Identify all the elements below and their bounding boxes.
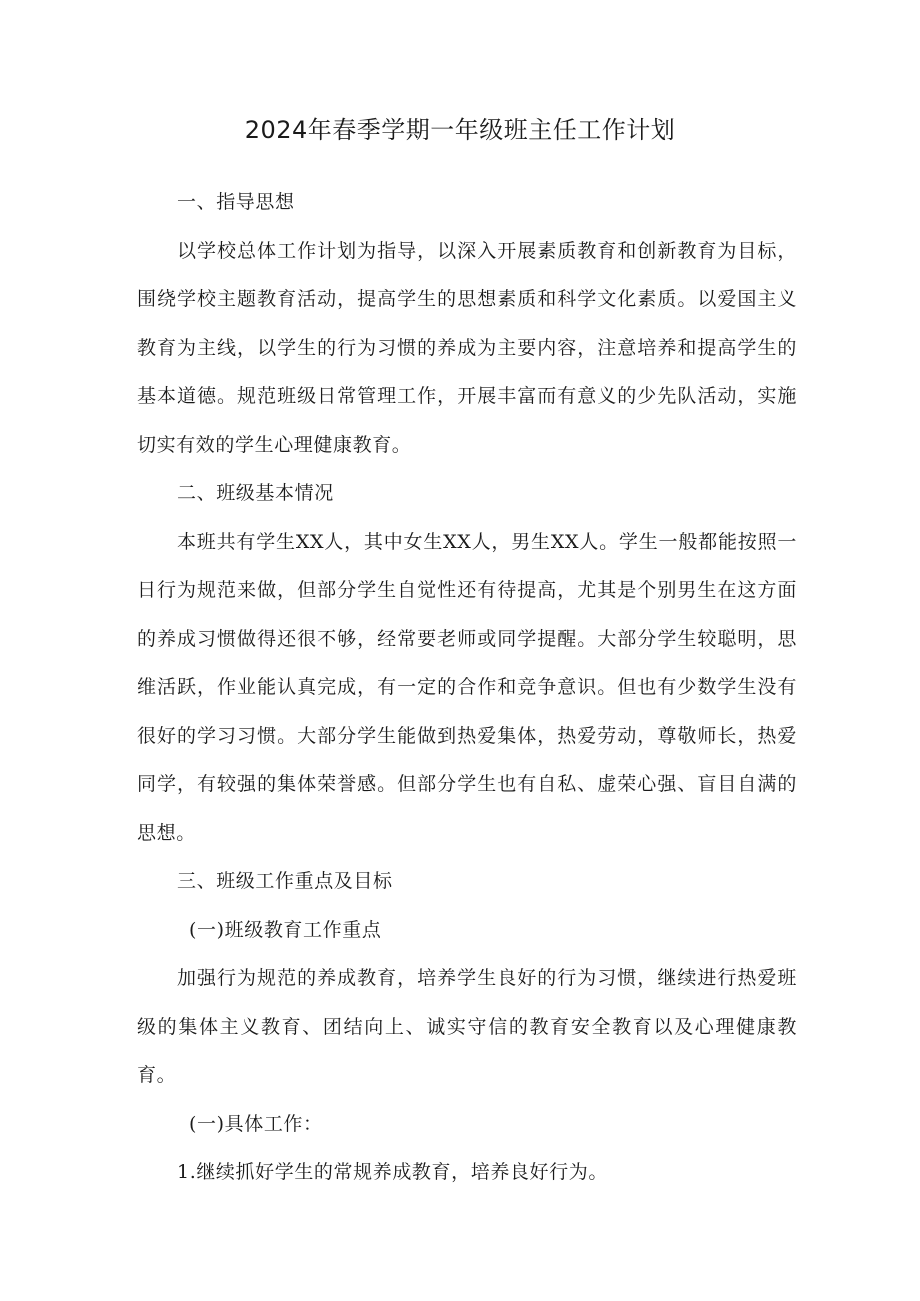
section-paragraph-education-focus: 加强行为规范的养成教育，培养学生良好的行为习惯，继续进行热爱班级的集体主义教育、团结向上、诚实守信的教育安全教育以及心理健康教育。 [137, 967, 797, 1086]
section-heading-class-situation: 二、班级基本情况 [177, 482, 334, 504]
document-body [137, 178, 797, 1197]
subheading-specific-work: (一)具体工作： [189, 1112, 323, 1135]
list-item-1: 1.继续抓好学生的常规养成教育，培养良好行为。 [177, 1161, 608, 1183]
section-paragraph-guiding-ideology: 以学校总体工作计划为指导，以深入开展素质教育和创新教育为目标，围绕学校主题教育活动，提高学生的思想素质和科学文化素质。以爱国主义教育为主线，以学生的行为习惯的养成为主要内容，注意培养和提高学生的基本道德。规范班级日常管理工作，开展丰富而有意义的少先队活动，实施切实有效的学生心理健康教育。 [137, 239, 797, 456]
section-paragraph-class-situation: 本班共有学生XX人，其中女生XX人，男生XX人。学生一般都能按照一日行为规范来做，但部分学生自觉性还有待提高，尤其是个别男生在这方面的养成习惯做得还很不够，经常要老师或同学提醒。大部分学生较聪明，思维活跃，作业能认真完成，有一定的合作和竞争意识。但也有少数学生没有很好的学习习惯。大部分学生能做到热爱集体，热爱劳动，尊敬师长，热爱同学，有较强的集体荣誉感。但部分学生也有自私、虚荣心强、盲目自满的思想。 [137, 530, 797, 844]
section-heading-guiding-ideology: 一、指导思想 [177, 191, 295, 213]
section-heading-work-focus: 三、班级工作重点及目标 [177, 870, 393, 892]
subheading-education-focus: (一)班级教育工作重点 [189, 918, 382, 941]
document-title: 2024年春季学期一年级班主任工作计划 [244, 116, 676, 144]
